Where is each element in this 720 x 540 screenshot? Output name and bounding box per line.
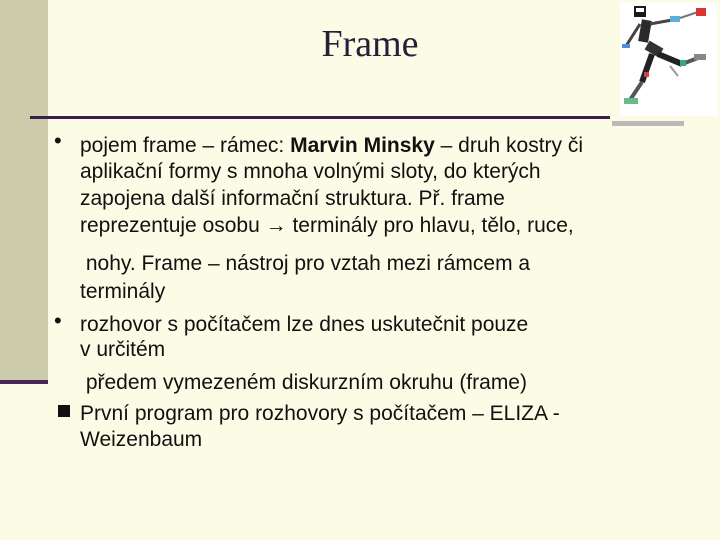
bullet-1-line-1: pojem frame – rámec: Marvin Minsky – druh kostry či (80, 134, 584, 157)
left-decorative-band (0, 0, 48, 383)
bullet-3-line-1: První program pro rozhovory s počítačem – ELIZA - (80, 402, 560, 425)
bullet-1-line-5: nohy. Frame – nástroj pro vztah mezi rámcem a (80, 252, 531, 275)
bullet-1-line-6: terminály (80, 280, 166, 303)
title-underline-rule (30, 116, 610, 119)
bullet-marker-1: • (54, 128, 62, 153)
running-robot-figure-icon (620, 2, 718, 116)
square-bullet-marker (58, 405, 70, 417)
left-accent-line (0, 380, 48, 384)
bullet-1-line-3: zapojena další informační struktura. Př. frame (80, 187, 505, 210)
title-underline-shadow (612, 121, 684, 126)
bullet-marker-2: • (54, 308, 62, 333)
bullet-2-line-1: rozhovor s počítačem lze dnes uskutečnit pouze (80, 313, 529, 336)
bullet-1-line-2: aplikační formy s mnoha volnými sloty, do kterých (80, 160, 541, 183)
slide-title: Frame (321, 23, 419, 65)
bullet-2-line-2: v určitém (80, 338, 166, 361)
bullet-2-line-3: předem vymezeném diskurzním okruhu (frame) (80, 371, 527, 394)
bullet-3-line-2: Weizenbaum (80, 428, 203, 451)
bullet-1-line-4: reprezentuje osobu → terminály pro hlavu, tělo, ruce, (80, 214, 574, 237)
